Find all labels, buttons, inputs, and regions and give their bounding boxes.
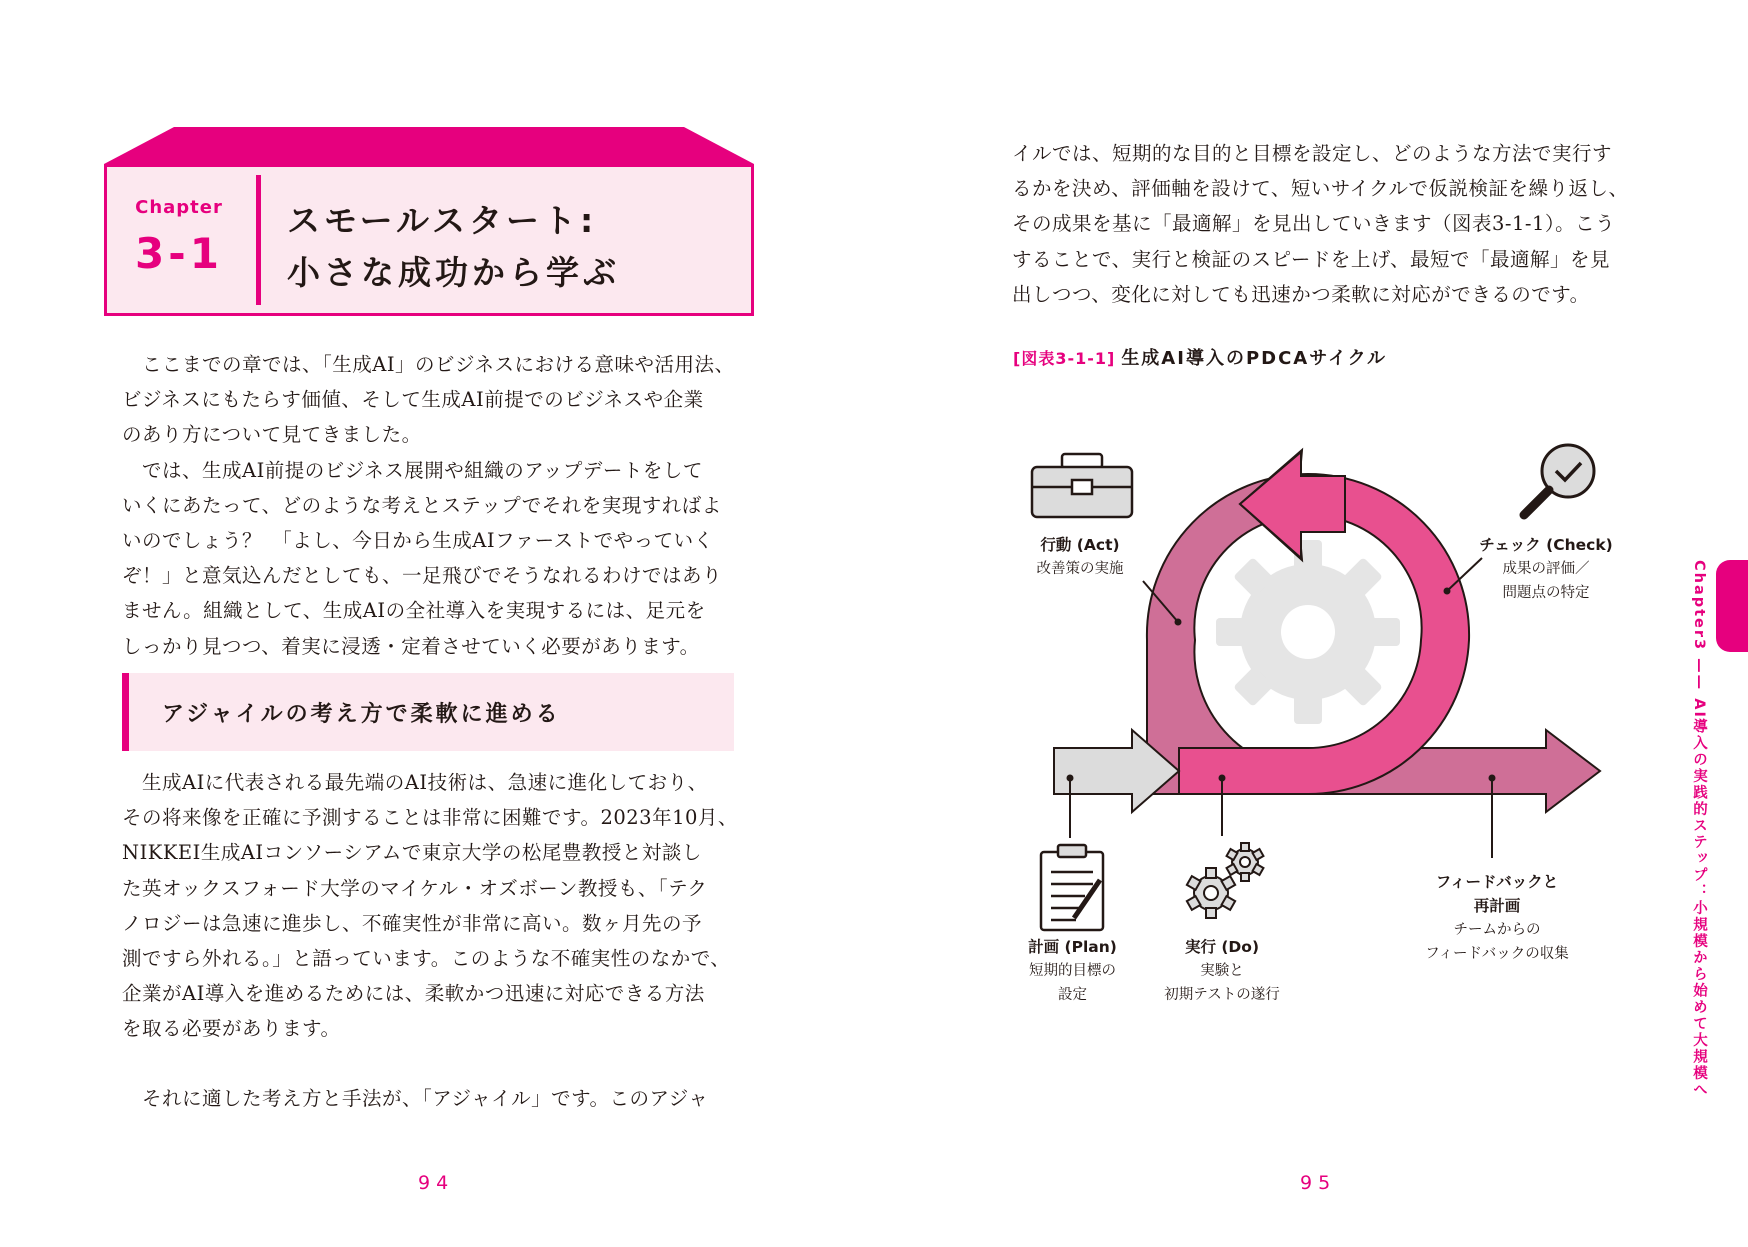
label-act-desc: 改善策の実施 (1036, 561, 1124, 577)
text-line: 出しつつ、変化に対しても迅速かつ柔軟に対応ができるのです。 (1012, 282, 1590, 306)
text-line: することで、実行と検証のスピードを上げ、最短で「最適解」を見 (1012, 247, 1611, 271)
text-line: しっかり見つつ、着実に浸透・定着させていく必要があります。 (122, 634, 700, 658)
chapter-title-line: 小さな成功から学ぶ (287, 253, 620, 292)
chapter-number: 3-1 (135, 229, 223, 278)
section-heading-text: アジャイルの考え方で柔軟に進める (162, 702, 561, 727)
label-do (1152, 935, 1292, 1007)
label-plan-desc: 設定 (1058, 987, 1087, 1003)
text-line: では、生成AI前提のビジネス展開や組織のアップデートをして (122, 458, 703, 482)
text-line: 企業がAI導入を進めるためには、柔軟かつ迅速に対応できる方法 (122, 982, 705, 1006)
toolbox-icon (1032, 454, 1132, 517)
label-feedback-heading: 再計画 (1473, 897, 1521, 915)
label-do-desc: 実験と (1200, 963, 1244, 979)
label-plan-desc: 短期的目標の (1029, 963, 1116, 979)
figure-number: [図表3-1-1] (1013, 349, 1116, 368)
chapter-label: Chapter (135, 197, 223, 218)
text-line: いくにあたって、どのような考えとステップでそれを実現すればよ (122, 493, 722, 517)
text-line: のあり方について見てきました。 (122, 423, 422, 447)
label-plan-heading: 計画 (Plan) (1028, 938, 1117, 956)
text-line: NIKKEI生成AIコンソーシアムで東京大学の松尾豊教授と対談し (122, 841, 702, 865)
chapter-side-tab (1716, 560, 1748, 652)
text-line: その将来像を正確に予測することは非常に困難です。2023年10月、 (122, 806, 738, 830)
label-feedback-desc: フィードバックの収集 (1425, 946, 1569, 962)
label-check-desc: 成果の評価／ (1502, 561, 1590, 577)
text-line: イルでは、短期的な目的と目標を設定し、どのような方法で実行す (1012, 142, 1613, 165)
label-feedback (1412, 870, 1582, 966)
text-line: 生成AIに代表される最先端のAI技術は、急速に進化しており、 (122, 771, 708, 794)
text-line: その成果を基に「最適解」を見出していきます（図表3-1-1）。こう (1012, 212, 1616, 236)
label-act (1020, 533, 1140, 581)
label-check (1470, 533, 1622, 605)
text-line: ビジネスにもたらす価値、そして生成AI前提でのビジネスや企業 (122, 388, 704, 412)
label-feedback-desc: チームからの (1453, 922, 1541, 938)
page-number-right: 95 (1300, 1172, 1337, 1194)
chapter-title-line: スモールスタート: (287, 201, 598, 240)
text-line: を取る必要があります。 (122, 1017, 341, 1041)
label-do-heading: 実行 (Do) (1184, 938, 1260, 956)
figure-name: 生成AI導入のPDCAサイクル (1121, 348, 1388, 369)
closing-paragraph: それに適した考え方と手法が、「アジャイル」です。このアジャ (122, 1087, 709, 1110)
page-number-left: 94 (418, 1172, 455, 1194)
center-gear-icon (1216, 540, 1400, 724)
text-line: ません。組織として、生成AIの全社導入を実現するには、足元を (122, 599, 706, 623)
text-line: ここまでの章では、「生成AI」のビジネスにおける意味や活用法、 (122, 353, 735, 376)
text-line: た英オックスフォード大学のマイケル・オズボーン教授も、「テク (122, 876, 708, 900)
text-line: 測ですら外れる。」と語っています。このような不確実性のなかで、 (122, 947, 731, 971)
label-act-heading: 行動 (Act) (1040, 536, 1120, 554)
text-line: ノロジーは急速に進歩し、不確実性が非常に高い。数ヶ月先の予 (122, 911, 703, 935)
text-line: いのでしょう？ 「よし、今日から生成AIファーストでやっていく (122, 529, 714, 553)
text-line: ぞ！」と意気込んだとしても、一足飛びでそうなれるわけではあり (122, 564, 723, 588)
magnifier-check-icon (1524, 445, 1594, 515)
label-check-desc: 問題点の特定 (1502, 585, 1590, 601)
label-check-heading: チェック (Check) (1479, 536, 1613, 554)
clipboard-icon (1041, 845, 1103, 930)
label-do-desc: 初期テストの遂行 (1164, 987, 1280, 1003)
gears-icon (1187, 843, 1264, 918)
text-line: るかを決め、評価軸を設けて、短いサイクルで仮説検証を繰り返し、 (1012, 177, 1629, 201)
chapter-side-index: Chapter3 —— AI導入の実践的ステップ：小規模から始めて大規模へ (1691, 560, 1707, 1099)
label-feedback-heading: フィードバックと (1435, 873, 1559, 891)
label-plan (1010, 935, 1135, 1007)
